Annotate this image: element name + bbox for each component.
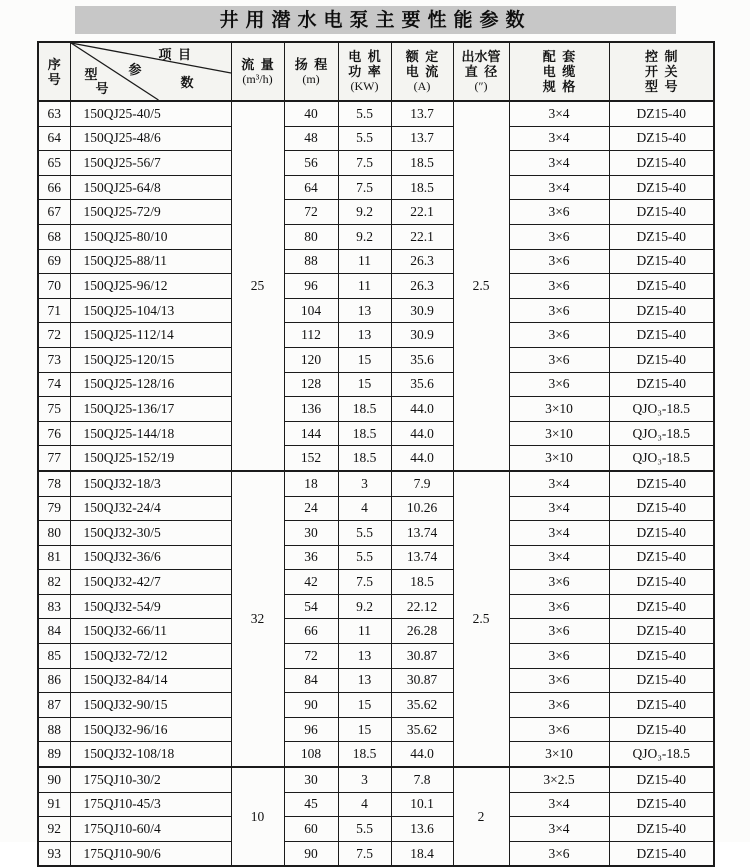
cable-spec-cell: 3×6: [509, 644, 609, 669]
model-cell: 150QJ32-72/12: [70, 644, 231, 669]
serial-number-cell: 76: [38, 421, 70, 446]
serial-number-cell: 75: [38, 397, 70, 422]
header-motor-power: [338, 42, 391, 101]
head-cell: 48: [284, 126, 338, 151]
cable-spec-cell: 3×10: [509, 742, 609, 767]
header-cable-line2: 电 缆: [542, 64, 576, 79]
control-switch-cell: QJO₃-18.5: [609, 742, 714, 767]
table-row: [38, 693, 714, 718]
model-cell: 150QJ25-64/8: [70, 175, 231, 200]
rated-current-cell: 22.1: [391, 224, 453, 249]
cable-spec-cell: 3×10: [509, 421, 609, 446]
motor-power-cell: 11: [338, 249, 391, 274]
control-switch-cell: DZ15-40: [609, 175, 714, 200]
model-cell: 150QJ32-90/15: [70, 693, 231, 718]
serial-number-cell: 70: [38, 274, 70, 299]
control-switch-cell: QJO₃-18.5: [609, 421, 714, 446]
table-row: [38, 446, 714, 471]
pump-parameters-table: [37, 41, 715, 867]
model-cell: 150QJ25-96/12: [70, 274, 231, 299]
cable-spec-cell: 3×6: [509, 274, 609, 299]
header-control-switch: [609, 42, 714, 101]
header-switch-line1: 控 制: [644, 49, 678, 64]
control-switch-cell: QJO₃-18.5: [609, 446, 714, 471]
control-switch-cell: DZ15-40: [609, 101, 714, 126]
model-cell: 150QJ32-96/16: [70, 717, 231, 742]
header-serial-line2: 号: [47, 71, 61, 87]
table-row: [38, 421, 714, 446]
rated-current-cell: 44.0: [391, 446, 453, 471]
model-cell: 150QJ25-88/11: [70, 249, 231, 274]
cable-spec-cell: 3×6: [509, 570, 609, 595]
table-row: [38, 717, 714, 742]
serial-number-cell: 78: [38, 471, 70, 496]
rated-current-cell: 35.6: [391, 372, 453, 397]
rated-current-cell: 18.5: [391, 151, 453, 176]
table-row: [38, 323, 714, 348]
table-row: [38, 817, 714, 842]
control-switch-cell: DZ15-40: [609, 693, 714, 718]
serial-number-cell: 89: [38, 742, 70, 767]
serial-number-cell: 65: [38, 151, 70, 176]
model-cell: 150QJ32-24/4: [70, 496, 231, 521]
cable-spec-cell: 3×4: [509, 151, 609, 176]
head-cell: 120: [284, 347, 338, 372]
control-switch-cell: DZ15-40: [609, 274, 714, 299]
control-switch-cell: DZ15-40: [609, 644, 714, 669]
rated-current-cell: 22.1: [391, 200, 453, 225]
head-cell: 136: [284, 397, 338, 422]
cable-spec-cell: 3×4: [509, 496, 609, 521]
model-cell: 150QJ32-84/14: [70, 668, 231, 693]
header-power-unit: (KW): [350, 79, 379, 93]
serial-number-cell: 71: [38, 298, 70, 323]
rated-current-cell: 44.0: [391, 397, 453, 422]
control-switch-cell: DZ15-40: [609, 249, 714, 274]
model-cell: 150QJ25-120/15: [70, 347, 231, 372]
header-cable-spec: [509, 42, 609, 101]
serial-number-cell: 69: [38, 249, 70, 274]
motor-power-cell: 13: [338, 668, 391, 693]
header-flow-unit: (m³/h): [242, 71, 273, 86]
rated-current-cell: 18.5: [391, 175, 453, 200]
header-cable-line3: 规 格: [542, 79, 576, 94]
serial-number-cell: 73: [38, 347, 70, 372]
control-switch-cell: QJO₃-18.5: [609, 397, 714, 422]
control-switch-cell: DZ15-40: [609, 767, 714, 792]
flow-rate-cell: 10: [231, 767, 284, 866]
header-power-line2: 功 率: [348, 64, 381, 79]
table-row: [38, 496, 714, 521]
motor-power-cell: 9.2: [338, 200, 391, 225]
model-cell: 175QJ10-90/6: [70, 841, 231, 866]
control-switch-cell: DZ15-40: [609, 496, 714, 521]
motor-power-cell: 7.5: [338, 151, 391, 176]
serial-number-cell: 85: [38, 644, 70, 669]
flow-rate-cell: 32: [231, 471, 284, 767]
control-switch-cell: DZ15-40: [609, 817, 714, 842]
head-cell: 144: [284, 421, 338, 446]
serial-number-cell: 81: [38, 545, 70, 570]
rated-current-cell: 26.3: [391, 249, 453, 274]
table-row: [38, 151, 714, 176]
control-switch-cell: DZ15-40: [609, 545, 714, 570]
motor-power-cell: 5.5: [338, 545, 391, 570]
motor-power-cell: 18.5: [338, 742, 391, 767]
serial-number-cell: 63: [38, 101, 70, 126]
page-title: 井用潜水电泵主要性能参数: [75, 6, 676, 34]
motor-power-cell: 4: [338, 792, 391, 817]
motor-power-cell: 5.5: [338, 521, 391, 546]
cable-spec-cell: 3×6: [509, 323, 609, 348]
serial-number-cell: 93: [38, 841, 70, 866]
serial-number-cell: 91: [38, 792, 70, 817]
table-row: [38, 742, 714, 767]
head-cell: 72: [284, 644, 338, 669]
control-switch-cell: DZ15-40: [609, 372, 714, 397]
control-switch-cell: DZ15-40: [609, 792, 714, 817]
serial-number-cell: 68: [38, 224, 70, 249]
table-row: [38, 644, 714, 669]
serial-number-cell: 92: [38, 817, 70, 842]
motor-power-cell: 7.5: [338, 570, 391, 595]
serial-number-cell: 64: [38, 126, 70, 151]
header-head: [284, 42, 338, 101]
header-power-line1: 电 机: [348, 49, 381, 64]
header-current-line2: 电 流: [405, 64, 439, 79]
motor-power-cell: 3: [338, 767, 391, 792]
model-cell: 175QJ10-30/2: [70, 767, 231, 792]
table-row: [38, 175, 714, 200]
model-cell: 175QJ10-60/4: [70, 817, 231, 842]
cable-spec-cell: 3×6: [509, 200, 609, 225]
header-row: [38, 42, 714, 101]
table-row: [38, 619, 714, 644]
table-row: [38, 570, 714, 595]
head-cell: 56: [284, 151, 338, 176]
motor-power-cell: 15: [338, 372, 391, 397]
cable-spec-cell: 3×10: [509, 397, 609, 422]
head-cell: 60: [284, 817, 338, 842]
rated-current-cell: 26.28: [391, 619, 453, 644]
head-cell: 66: [284, 619, 338, 644]
head-cell: 80: [284, 224, 338, 249]
serial-number-cell: 87: [38, 693, 70, 718]
rated-current-cell: 35.6: [391, 347, 453, 372]
motor-power-cell: 18.5: [338, 397, 391, 422]
rated-current-cell: 13.6: [391, 817, 453, 842]
control-switch-cell: DZ15-40: [609, 200, 714, 225]
cable-spec-cell: 3×6: [509, 249, 609, 274]
rated-current-cell: 26.3: [391, 274, 453, 299]
control-switch-cell: DZ15-40: [609, 619, 714, 644]
motor-power-cell: 7.5: [338, 175, 391, 200]
head-cell: 104: [284, 298, 338, 323]
control-switch-cell: DZ15-40: [609, 841, 714, 866]
model-cell: 150QJ25-152/19: [70, 446, 231, 471]
serial-number-cell: 74: [38, 372, 70, 397]
control-switch-cell: DZ15-40: [609, 323, 714, 348]
cable-spec-cell: 3×6: [509, 668, 609, 693]
table-row: [38, 521, 714, 546]
serial-number-cell: 80: [38, 521, 70, 546]
header-item-label: 项 目: [158, 47, 192, 62]
serial-number-cell: 66: [38, 175, 70, 200]
head-cell: 42: [284, 570, 338, 595]
header-diameter-line2: 直 径: [464, 64, 498, 79]
serial-number-cell: 88: [38, 717, 70, 742]
header-diameter-unit: (″): [474, 79, 488, 93]
header-outlet-diameter: [453, 42, 509, 101]
rated-current-cell: 13.74: [391, 521, 453, 546]
model-cell: 150QJ25-40/5: [70, 101, 231, 126]
rated-current-cell: 30.9: [391, 298, 453, 323]
table-row: [38, 200, 714, 225]
table-body: [38, 101, 714, 866]
rated-current-cell: 30.87: [391, 668, 453, 693]
motor-power-cell: 18.5: [338, 446, 391, 471]
motor-power-cell: 11: [338, 274, 391, 299]
table-row: [38, 545, 714, 570]
header-current-line1: 额 定: [405, 49, 439, 64]
head-cell: 90: [284, 693, 338, 718]
head-cell: 128: [284, 372, 338, 397]
serial-number-cell: 90: [38, 767, 70, 792]
motor-power-cell: 3: [338, 471, 391, 496]
head-cell: 36: [284, 545, 338, 570]
head-cell: 64: [284, 175, 338, 200]
cable-spec-cell: 3×6: [509, 717, 609, 742]
head-cell: 30: [284, 521, 338, 546]
cable-spec-cell: 3×4: [509, 126, 609, 151]
cable-spec-cell: 3×4: [509, 175, 609, 200]
serial-number-cell: 83: [38, 594, 70, 619]
flow-rate-cell: 25: [231, 101, 284, 471]
table-row: [38, 101, 714, 126]
motor-power-cell: 15: [338, 693, 391, 718]
model-cell: 150QJ32-108/18: [70, 742, 231, 767]
cable-spec-cell: 3×6: [509, 619, 609, 644]
cable-spec-cell: 3×6: [509, 594, 609, 619]
rated-current-cell: 30.87: [391, 644, 453, 669]
header-switch-line3: 型 号: [644, 79, 678, 94]
header-serial: [38, 42, 70, 101]
motor-power-cell: 13: [338, 323, 391, 348]
cable-spec-cell: 3×4: [509, 471, 609, 496]
head-cell: 152: [284, 446, 338, 471]
table-row: [38, 668, 714, 693]
serial-number-cell: 82: [38, 570, 70, 595]
control-switch-cell: DZ15-40: [609, 151, 714, 176]
control-switch-cell: DZ15-40: [609, 224, 714, 249]
head-cell: 30: [284, 767, 338, 792]
cable-spec-cell: 3×4: [509, 521, 609, 546]
serial-number-cell: 72: [38, 323, 70, 348]
header-serial-line1: 序: [47, 56, 61, 72]
model-cell: 150QJ25-144/18: [70, 421, 231, 446]
motor-power-cell: 13: [338, 644, 391, 669]
rated-current-cell: 30.9: [391, 323, 453, 348]
model-cell: 150QJ25-80/10: [70, 224, 231, 249]
rated-current-cell: 13.7: [391, 101, 453, 126]
cable-spec-cell: 3×6: [509, 693, 609, 718]
rated-current-cell: 35.62: [391, 693, 453, 718]
serial-number-cell: 77: [38, 446, 70, 471]
motor-power-cell: 15: [338, 717, 391, 742]
header-flow-label: 流 量: [241, 56, 274, 72]
table-row: [38, 298, 714, 323]
control-switch-cell: DZ15-40: [609, 471, 714, 496]
table-row: [38, 347, 714, 372]
motor-power-cell: 9.2: [338, 224, 391, 249]
cable-spec-cell: 3×4: [509, 101, 609, 126]
motor-power-cell: 4: [338, 496, 391, 521]
rated-current-cell: 22.12: [391, 594, 453, 619]
cable-spec-cell: 3×6: [509, 224, 609, 249]
table-row: [38, 249, 714, 274]
serial-number-cell: 86: [38, 668, 70, 693]
model-cell: 150QJ32-54/9: [70, 594, 231, 619]
control-switch-cell: DZ15-40: [609, 594, 714, 619]
rated-current-cell: 7.9: [391, 471, 453, 496]
header-cable-line1: 配 套: [542, 49, 576, 64]
table-row: [38, 792, 714, 817]
table-row: [38, 841, 714, 866]
head-cell: 54: [284, 594, 338, 619]
header-param-char2: 数: [180, 75, 194, 90]
rated-current-cell: 44.0: [391, 742, 453, 767]
cable-spec-cell: 3×6: [509, 841, 609, 866]
control-switch-cell: DZ15-40: [609, 570, 714, 595]
cable-spec-cell: 3×4: [509, 817, 609, 842]
cable-spec-cell: 3×10: [509, 446, 609, 471]
outlet-diameter-cell: 2: [453, 767, 509, 866]
table-row: [38, 767, 714, 792]
table-row: [38, 397, 714, 422]
rated-current-cell: 35.62: [391, 717, 453, 742]
model-cell: 150QJ25-112/14: [70, 323, 231, 348]
motor-power-cell: 11: [338, 619, 391, 644]
outlet-diameter-cell: 2.5: [453, 471, 509, 767]
cable-spec-cell: 3×6: [509, 372, 609, 397]
serial-number-cell: 67: [38, 200, 70, 225]
cable-spec-cell: 3×4: [509, 792, 609, 817]
motor-power-cell: 13: [338, 298, 391, 323]
cable-spec-cell: 3×4: [509, 545, 609, 570]
head-cell: 96: [284, 274, 338, 299]
head-cell: 90: [284, 841, 338, 866]
head-cell: 108: [284, 742, 338, 767]
model-cell: 150QJ25-56/7: [70, 151, 231, 176]
rated-current-cell: 18.5: [391, 570, 453, 595]
cable-spec-cell: 3×2.5: [509, 767, 609, 792]
header-diameter-line1: 出水管: [461, 49, 501, 64]
model-cell: 150QJ32-42/7: [70, 570, 231, 595]
rated-current-cell: 10.26: [391, 496, 453, 521]
head-cell: 88: [284, 249, 338, 274]
head-cell: 45: [284, 792, 338, 817]
control-switch-cell: DZ15-40: [609, 668, 714, 693]
serial-number-cell: 84: [38, 619, 70, 644]
rated-current-cell: 10.1: [391, 792, 453, 817]
cable-spec-cell: 3×6: [509, 347, 609, 372]
motor-power-cell: 5.5: [338, 126, 391, 151]
model-cell: 150QJ25-128/16: [70, 372, 231, 397]
motor-power-cell: 5.5: [338, 817, 391, 842]
model-cell: 150QJ32-66/11: [70, 619, 231, 644]
header-model-char2: 号: [95, 81, 109, 96]
control-switch-cell: DZ15-40: [609, 126, 714, 151]
model-cell: 150QJ32-18/3: [70, 471, 231, 496]
header-param-char1: 参: [128, 62, 142, 77]
table-row: [38, 224, 714, 249]
model-cell: 150QJ25-72/9: [70, 200, 231, 225]
rated-current-cell: 7.8: [391, 767, 453, 792]
outlet-diameter-cell: 2.5: [453, 101, 509, 471]
model-cell: 150QJ32-30/5: [70, 521, 231, 546]
header-head-unit: (m): [302, 71, 320, 86]
motor-power-cell: 5.5: [338, 101, 391, 126]
rated-current-cell: 13.7: [391, 126, 453, 151]
control-switch-cell: DZ15-40: [609, 347, 714, 372]
model-cell: 150QJ25-48/6: [70, 126, 231, 151]
rated-current-cell: 18.4: [391, 841, 453, 866]
header-model-param-diagonal: [70, 42, 231, 101]
table-row: [38, 126, 714, 151]
head-cell: 84: [284, 668, 338, 693]
control-switch-cell: DZ15-40: [609, 521, 714, 546]
header-flow-rate: [231, 42, 284, 101]
header-head-label: 扬 程: [294, 56, 328, 72]
serial-number-cell: 79: [38, 496, 70, 521]
head-cell: 24: [284, 496, 338, 521]
head-cell: 112: [284, 323, 338, 348]
table-row: [38, 372, 714, 397]
header-switch-line2: 开 关: [644, 64, 678, 79]
head-cell: 40: [284, 101, 338, 126]
table-row: [38, 274, 714, 299]
model-cell: 175QJ10-45/3: [70, 792, 231, 817]
header-current-unit: (A): [413, 79, 431, 93]
motor-power-cell: 18.5: [338, 421, 391, 446]
rated-current-cell: 13.74: [391, 545, 453, 570]
model-cell: 150QJ25-136/17: [70, 397, 231, 422]
motor-power-cell: 7.5: [338, 841, 391, 866]
table-row: [38, 594, 714, 619]
control-switch-cell: DZ15-40: [609, 717, 714, 742]
motor-power-cell: 15: [338, 347, 391, 372]
model-cell: 150QJ32-36/6: [70, 545, 231, 570]
model-cell: 150QJ25-104/13: [70, 298, 231, 323]
head-cell: 96: [284, 717, 338, 742]
table-row: [38, 471, 714, 496]
cable-spec-cell: 3×6: [509, 298, 609, 323]
head-cell: 18: [284, 471, 338, 496]
header-rated-current: [391, 42, 453, 101]
control-switch-cell: DZ15-40: [609, 298, 714, 323]
motor-power-cell: 9.2: [338, 594, 391, 619]
header-model-char1: 型: [84, 67, 98, 82]
head-cell: 72: [284, 200, 338, 225]
rated-current-cell: 44.0: [391, 421, 453, 446]
